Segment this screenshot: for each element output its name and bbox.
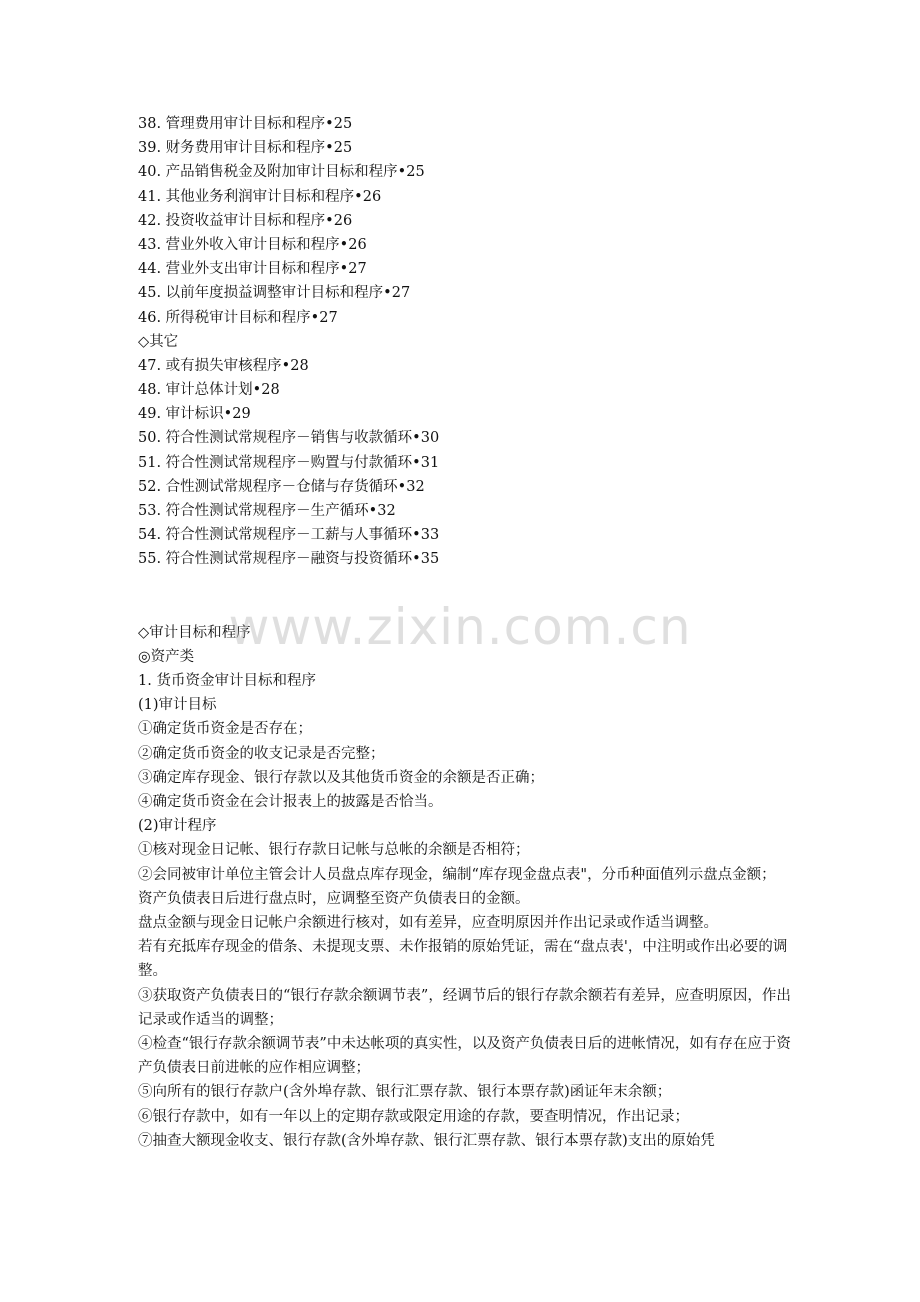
category-heading: ◎资产类	[138, 648, 195, 665]
toc-entry: 53. 符合性测试常规程序－生产循环•32	[138, 503, 396, 519]
document-content	[138, 112, 798, 1153]
toc-entry: 50. 符合性测试常规程序－销售与收款循环•30	[138, 430, 440, 447]
procedure-item: 盘点金额与现金日记帐户余额进行核对，如有差异，应查明原因并作出记录或作适当调整。	[138, 914, 718, 931]
objective-item: ③确定库存现金、银行存款以及其他货币资金的余额是否正确；	[138, 769, 544, 786]
toc-entry: 42. 投资收益审计目标和程序•26	[138, 212, 353, 229]
item-title: 1. 货币资金审计目标和程序	[138, 672, 316, 689]
objective-item: ②确定货币资金的收支记录是否完整；	[138, 745, 385, 762]
toc-entry: 39. 财务费用审计目标和程序•25	[138, 140, 353, 157]
toc-entry: 52. 合性测试常规程序－仓储与存货循环•32	[138, 478, 425, 495]
procedure-item: 若有充抵库存现金的借条、未提现支票、未作报销的原始凭证，需在“盘点表'，中注明或作出必要的调整。	[138, 939, 788, 980]
section-spacer	[138, 572, 798, 621]
objective-item: ④确定货币资金在会计报表上的披露是否恰当。	[138, 793, 443, 810]
procedure-item: ⑥银行存款中，如有一年以上的定期存款或限定用途的存款，要查明情况，作出记录；	[138, 1108, 689, 1125]
procedure-item: 资产负债表日后进行盘点时，应调整至资产负债表日的金额。	[138, 890, 530, 907]
procedures-list	[138, 838, 798, 1153]
toc-entry: 43. 营业外收入审计目标和程序•26	[138, 236, 367, 253]
table-of-contents	[138, 112, 798, 572]
toc-entry: 44. 营业外支出审计目标和程序•27	[138, 261, 367, 278]
toc-entry: 47. 或有损失审核程序•28	[138, 357, 309, 374]
objective-item: ①确定货币资金是否存在；	[138, 721, 312, 738]
toc-entry: 48. 审计总体计划•28	[138, 382, 280, 399]
toc-entry: 40. 产品销售税金及附加审计目标和程序•25	[138, 164, 425, 181]
watermark-text: www.zixin.com.cn	[228, 598, 692, 656]
objectives-list	[138, 717, 798, 814]
procedure-item: ⑤向所有的银行存款户(含外埠存款、银行汇票存款、银行本票存款)函证年末余额；	[138, 1084, 672, 1101]
procedures-heading: (2)审计程序	[138, 818, 217, 835]
toc-entry: 55. 符合性测试常规程序－融资与投资循环•35	[138, 551, 440, 568]
procedure-item: ②会同被审计单位主管会计人员盘点库存现金，编制“库存现金盘点表"，分币种面值列示盘点金额；	[138, 866, 776, 883]
toc-entry: 46. 所得税审计目标和程序•27	[138, 309, 338, 326]
toc-group-heading: ◇其它	[138, 333, 179, 350]
objectives-heading: (1)审计目标	[138, 697, 217, 714]
toc-entry: 45. 以前年度损益调整审计目标和程序•27	[138, 285, 411, 302]
procedure-item: ①核对现金日记帐、银行存款日记帐与总帐的余额是否相符；	[138, 842, 530, 859]
procedure-item: ⑦抽查大额现金收支、银行存款(含外埠存款、银行汇票存款、银行本票存款)支出的原始凭	[138, 1132, 715, 1149]
toc-entry: 51. 符合性测试常规程序－购置与付款循环•31	[138, 454, 440, 471]
procedure-item: ④检查“银行存款余额调节表”中未达帐项的真实性，以及资产负债表日后的进帐情况，如有存在应于资产负债表日前进帐的应作相应调整；	[138, 1035, 791, 1077]
section-heading: ◇审计目标和程序	[138, 624, 251, 641]
toc-entry: 38. 管理费用审计目标和程序•25	[138, 116, 353, 132]
toc-entry: 54. 符合性测试常规程序－工薪与人事循环•33	[138, 527, 440, 544]
procedure-item: ③获取资产负债表日的“银行存款余额调节表”，经调节后的银行存款余额若有差异，应查明原因，作出记录或作适当的调整；	[138, 987, 791, 1028]
toc-entry: 41. 其他业务利润审计目标和程序•26	[138, 188, 382, 205]
toc-entry: 49. 审计标识•29	[138, 406, 251, 423]
